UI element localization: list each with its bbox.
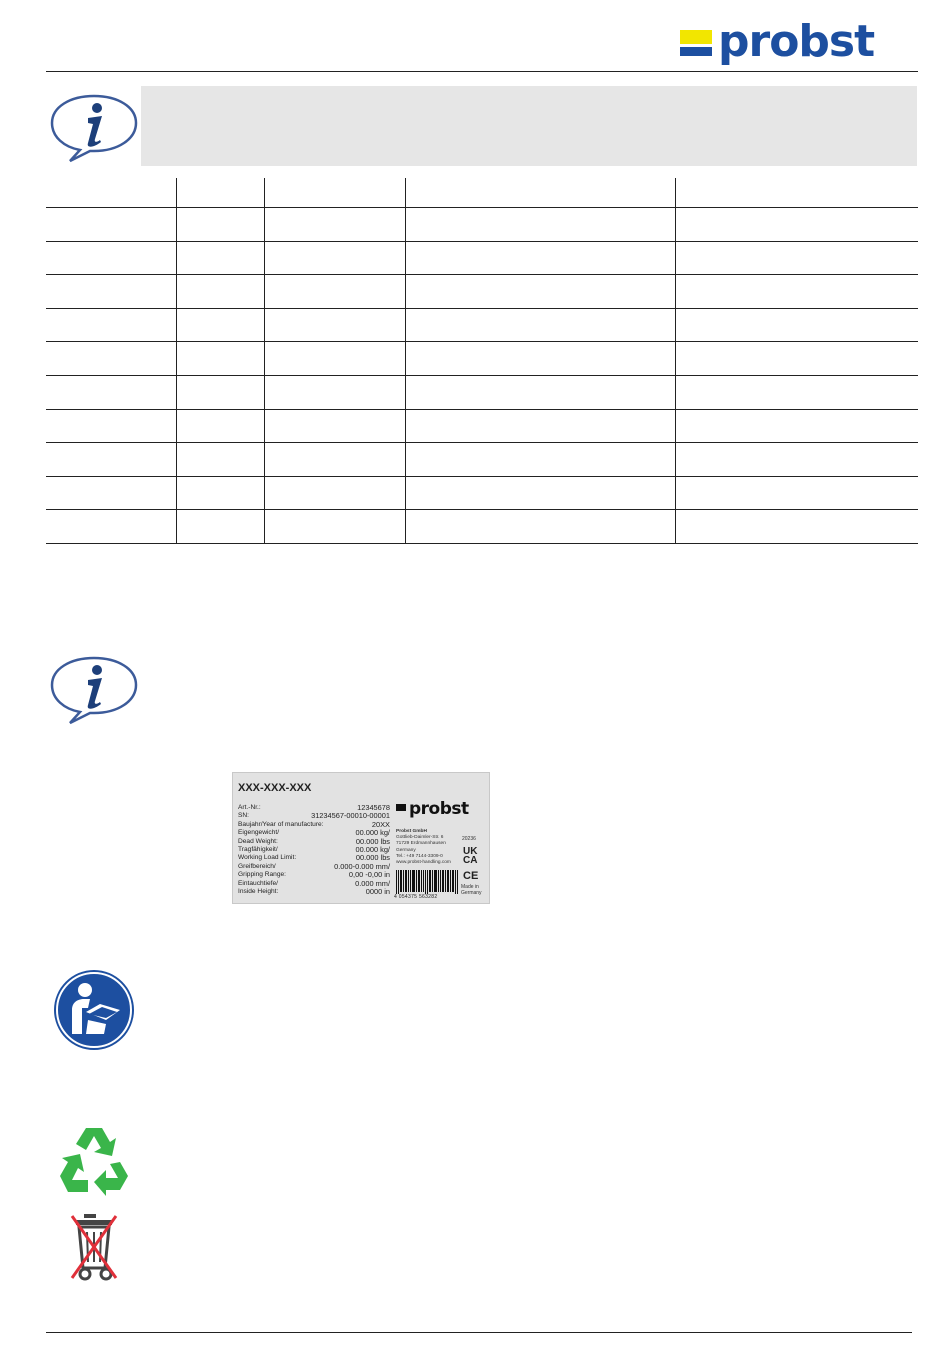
table-cell: [675, 510, 918, 543]
plate-country: Germany: [396, 847, 416, 853]
table-header-row: [46, 178, 918, 208]
plate-brand-logo: [396, 799, 469, 819]
table-row: [46, 410, 918, 444]
table-cell: [675, 309, 918, 342]
probst-logo: [680, 16, 905, 68]
plate-rows: [238, 804, 390, 896]
table-cell: [264, 443, 405, 476]
table-row: [46, 477, 918, 511]
table-cell: [405, 443, 675, 476]
table-cell: [675, 275, 918, 308]
plate-row: [238, 812, 390, 820]
table-cell: [405, 309, 675, 342]
table-cell: [675, 443, 918, 476]
table-cell: [675, 376, 918, 409]
plate-address-line: 71729 Erdmannhausen: [396, 841, 446, 847]
header-rule: [46, 71, 918, 72]
plate-label: SN:: [238, 812, 249, 820]
table-cell: [176, 208, 264, 241]
plate-label: Tragfähigkeit/: [238, 846, 278, 854]
made-in-label: [461, 884, 482, 896]
table-cell: [264, 208, 405, 241]
table-cell: [675, 242, 918, 275]
table-cell: [405, 410, 675, 443]
logo-mark-yellow: [680, 30, 712, 44]
table-cell: [46, 178, 176, 207]
plate-value: 00.000 kg/: [355, 828, 390, 838]
info-bubble-icon: [48, 93, 140, 163]
rating-plate: [232, 772, 490, 904]
table-cell: [176, 510, 264, 543]
table-cell: [46, 443, 176, 476]
table-cell: [264, 510, 405, 543]
plate-label: Art.-Nr.:: [238, 804, 261, 811]
plate-value: 31234567-00010-00001: [311, 811, 390, 821]
plate-value: 20XX: [371, 819, 390, 829]
table-row: [46, 342, 918, 376]
table-cell: [405, 178, 675, 207]
plate-row: [238, 888, 390, 896]
plate-address-line: Gottlieb-Daimler-Str. 6: [396, 835, 444, 841]
ukca-line: UK: [463, 846, 478, 857]
ce-mark: CE: [463, 870, 479, 882]
table-cell: [46, 342, 176, 375]
table-cell: [46, 242, 176, 275]
table-row: [46, 309, 918, 343]
table-row: [46, 510, 918, 544]
table-cell: [176, 342, 264, 375]
plate-label: Eigengewicht/: [238, 829, 280, 837]
logo-wordmark: probst: [718, 16, 875, 67]
table-cell: [675, 178, 918, 207]
plate-label: Baujahr/Year of manufacture:: [238, 820, 324, 828]
plate-logo-mark: [396, 804, 406, 811]
plate-phone: Tel.: +49 7144-3309-0: [396, 853, 443, 859]
plate-label: Inside Height:: [238, 888, 279, 896]
table-cell: [46, 376, 176, 409]
table-cell: [405, 242, 675, 275]
parts-table: [46, 178, 918, 544]
plate-value: 0.000-0.000 mm/: [334, 861, 390, 871]
table-cell: [176, 477, 264, 510]
plate-value: 00.000 lbs: [355, 853, 390, 863]
plate-label: Greifbereich/: [238, 862, 276, 870]
plate-label: Gripping Range:: [238, 871, 287, 879]
table-cell: [264, 242, 405, 275]
table-cell: [176, 178, 264, 207]
barcode-number: 4 054375 563282: [394, 894, 438, 900]
table-cell: [264, 178, 405, 207]
plate-company: Probst GmbH: [396, 829, 427, 834]
made-in-line: Made in: [461, 884, 479, 890]
recycle-icon: [56, 1124, 132, 1198]
table-row: [46, 443, 918, 477]
crossed-out-wheelie-bin-icon: [70, 1212, 120, 1282]
table-cell: [405, 342, 675, 375]
table-cell: [264, 309, 405, 342]
plate-title: XXX-XXX-XXX: [238, 782, 312, 794]
plate-label: Working Load Limit:: [238, 854, 297, 862]
plate-value: 00.000 lbs: [355, 836, 390, 846]
table-cell: [46, 510, 176, 543]
table-cell: [264, 477, 405, 510]
table-cell: [675, 477, 918, 510]
table-cell: [176, 443, 264, 476]
table-cell: [264, 410, 405, 443]
plate-label: Eintauchtiefe/: [238, 879, 278, 887]
table-cell: [405, 275, 675, 308]
table-cell: [46, 410, 176, 443]
plate-value: 12345678: [357, 803, 390, 812]
table-cell: [46, 275, 176, 308]
table-cell: [405, 376, 675, 409]
table-cell: [46, 477, 176, 510]
plate-value: 0000 in: [365, 887, 390, 897]
table-cell: [264, 275, 405, 308]
table-cell: [264, 376, 405, 409]
plate-value: 0,00 -0,00 in: [348, 870, 390, 880]
table-row: [46, 242, 918, 276]
table-row: [46, 208, 918, 242]
table-cell: [675, 410, 918, 443]
table-cell: [405, 510, 675, 543]
table-cell: [405, 208, 675, 241]
table-cell: [176, 275, 264, 308]
table-row: [46, 376, 918, 410]
plate-address: [396, 829, 456, 866]
table-cell: [46, 208, 176, 241]
barcode-icon: [396, 870, 458, 894]
table-row: [46, 275, 918, 309]
plate-value: 00.000 kg/: [355, 845, 390, 855]
read-manual-icon: [52, 968, 136, 1052]
logo-mark-blue: [680, 47, 712, 56]
footer-rule: [46, 1332, 912, 1333]
ukca-line: CA: [463, 855, 478, 866]
plate-web: www.probst-handling.com: [396, 860, 451, 866]
table-cell: [46, 309, 176, 342]
ukca-mark: [463, 847, 477, 865]
plate-value: 0.000 mm/: [355, 878, 390, 888]
made-in-line: Germany: [461, 890, 482, 896]
plate-code: 20236: [462, 836, 476, 842]
table-cell: [264, 342, 405, 375]
plate-brand-name: probst: [409, 799, 469, 819]
table-cell: [176, 376, 264, 409]
plate-label: Dead Weight:: [238, 837, 278, 845]
info-note-box: [141, 86, 917, 166]
table-cell: [176, 242, 264, 275]
table-cell: [176, 309, 264, 342]
info-bubble-icon: [48, 655, 140, 725]
table-cell: [405, 477, 675, 510]
table-cell: [675, 342, 918, 375]
table-cell: [176, 410, 264, 443]
table-cell: [675, 208, 918, 241]
